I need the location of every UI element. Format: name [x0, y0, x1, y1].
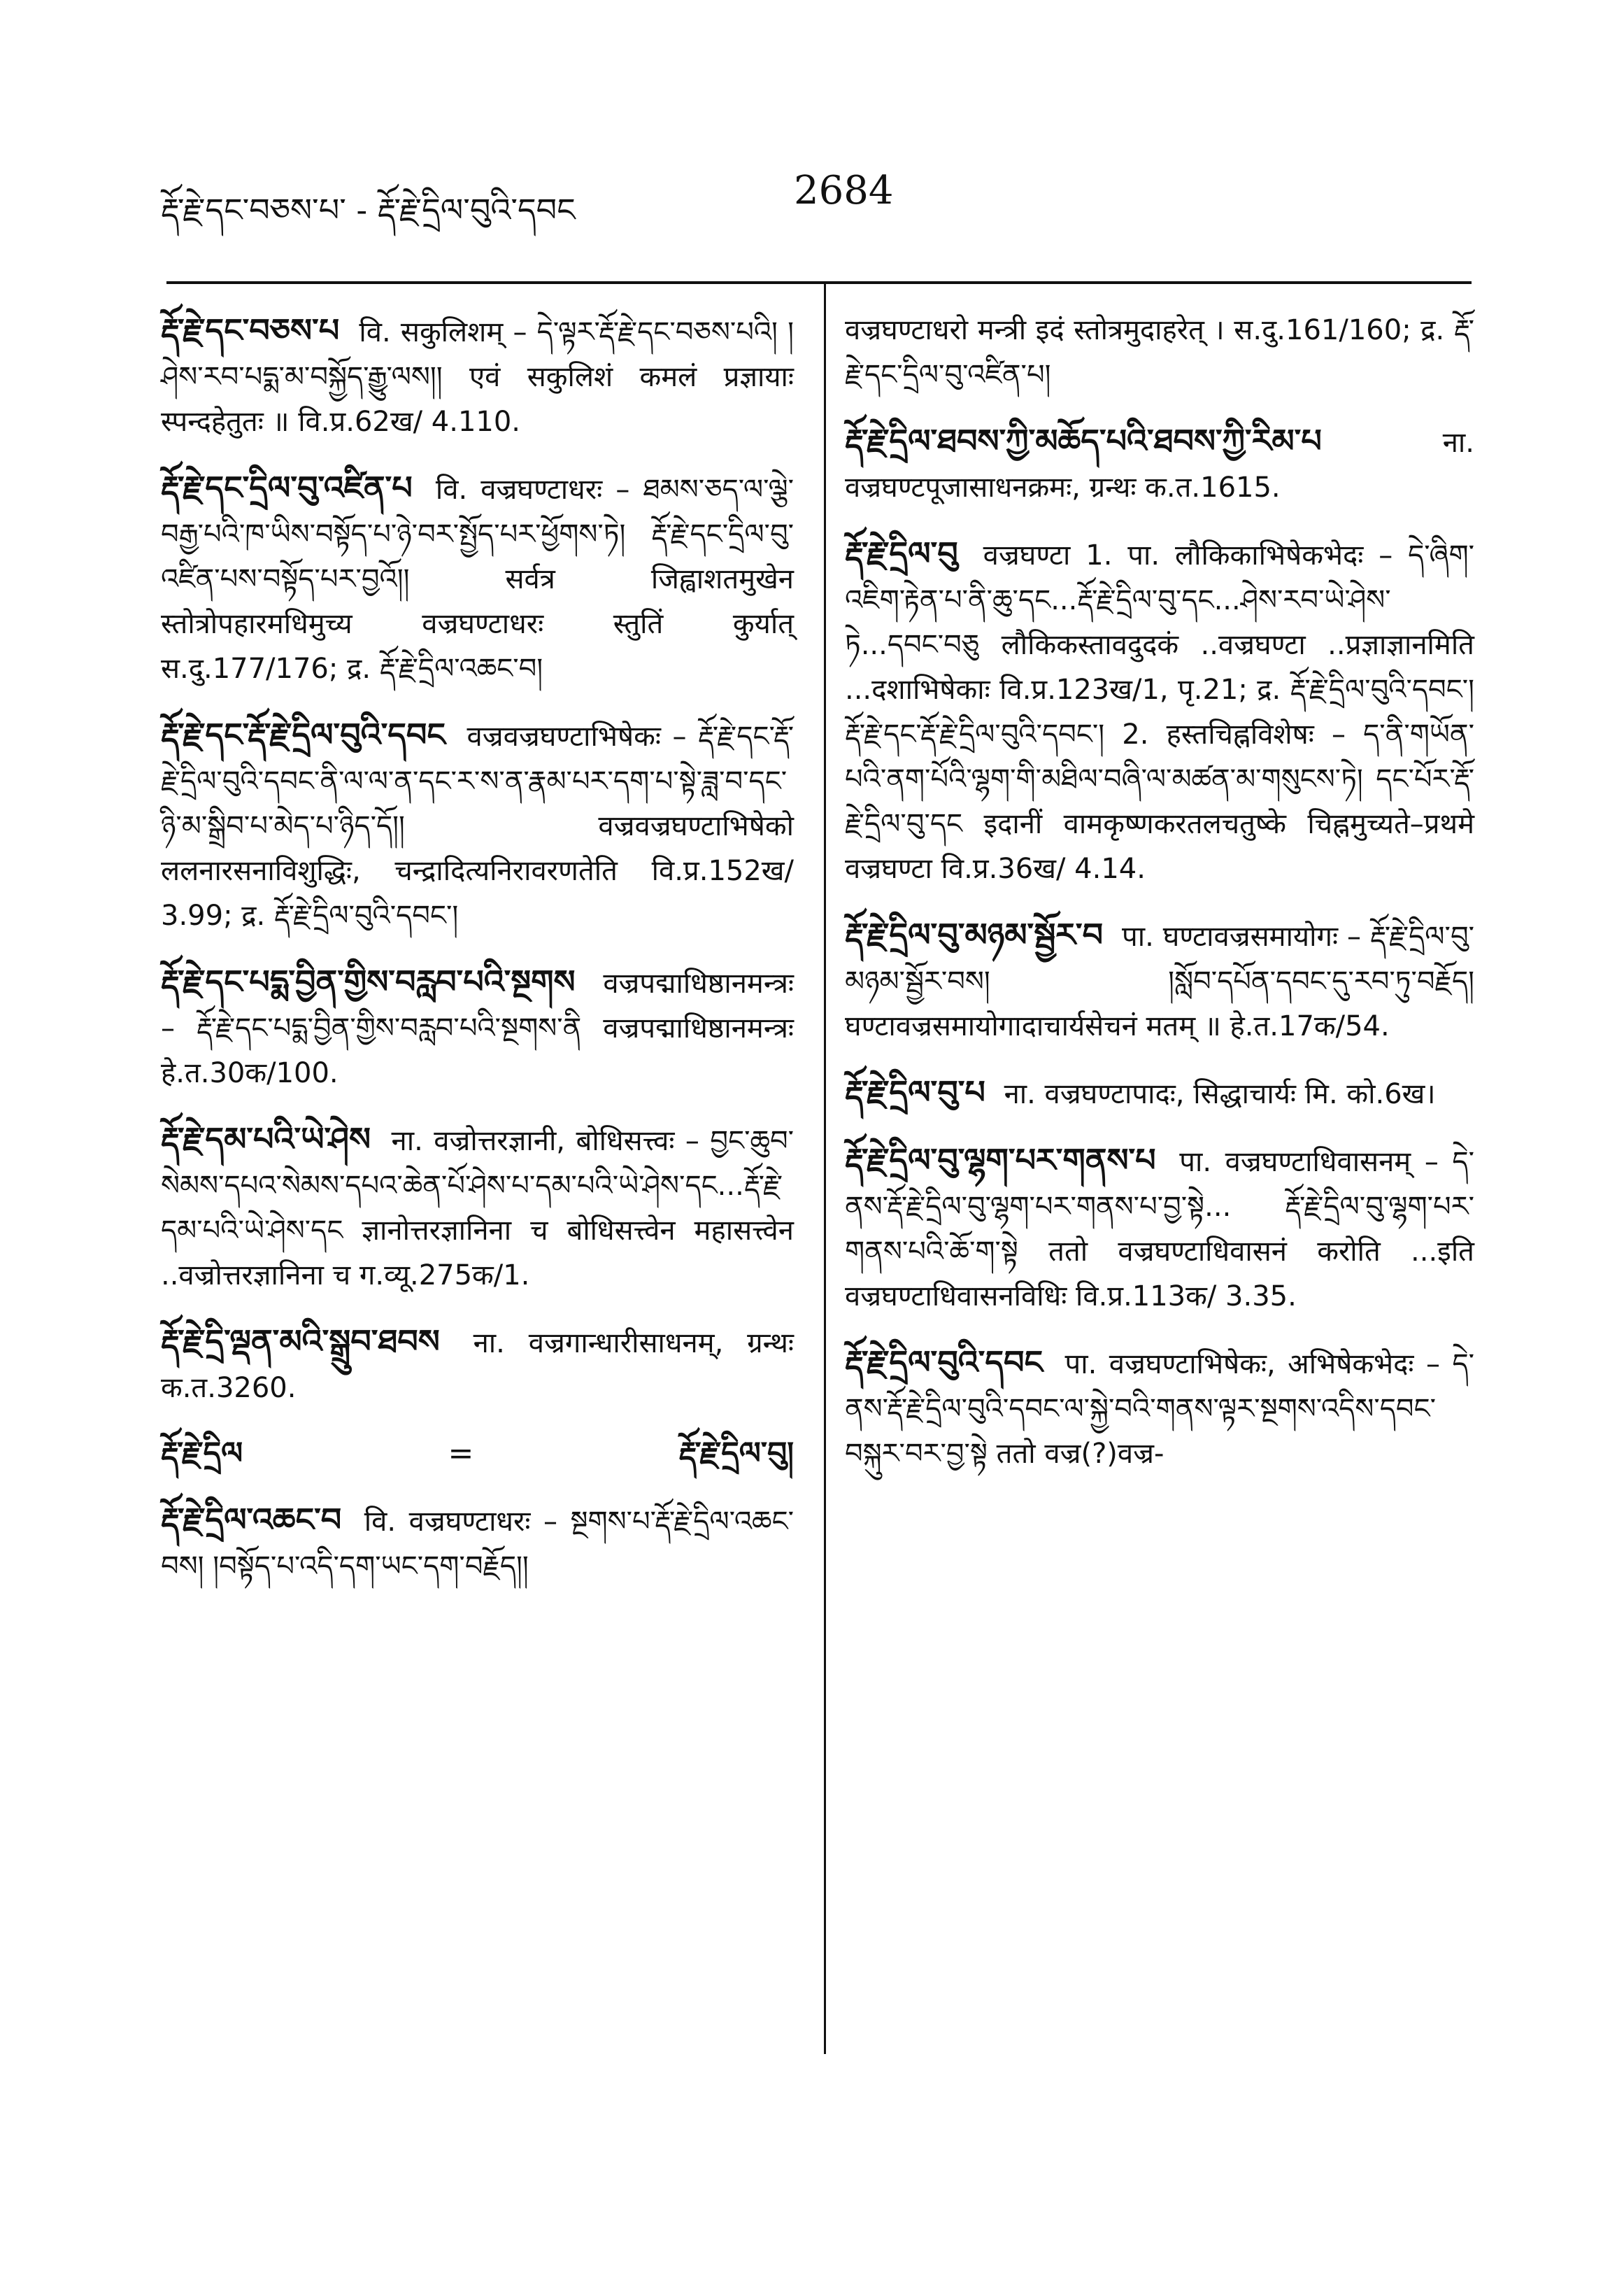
- entry: [161, 959, 794, 1096]
- entry-body: वज्रवज्रघण्टाभिषेकः – རྡོ་རྗེ་དང་རྡོ་རྗེ་དྲིལ་བུའི་དབང་ནི་ལ་ལ་ན་དང་ར་ས་ན་རྣམ་པར་དག་པ་སྟེ་ཟླ་བ་དང་ཉི་མ་སྒྲིབ་པ་མེད་པ་ཉིད་དོ།། वज्रवज्रघण्टाभिषेको ललनारसनाविशुद्धिः, चन्द्रादित्यनिरावरणतेति वि.प्र.152ख/ 3.99; द्र. རྡོ་རྗེ་དྲིལ་བུའི་དབང་།: [161, 721, 795, 932]
- left-column: [161, 308, 794, 1610]
- running-title: རྡོ་རྗེ་དང་བཅས་པ་ - རྡོ་རྗེ་དྲིལ་བུའི་དབང: [161, 191, 576, 229]
- entry-body: वज्रपद्माधिष्ठानमन्त्रः – རྡོ་རྗེ་དང་པདྨ་བྱིན་གྱིས་བརླབ་པའི་སྔགས་ནི वज्रपद्माधिष्ठानमन्त्रः हे.त.30क/100.: [161, 968, 794, 1089]
- entry-headword: རྡོ་རྗེ་དྲིལ་བུ་ལྷག་པར་གནས་པ: [845, 1141, 1156, 1179]
- entry-body: वि. वज्रघण्टाधरः – སྔགས་པ་རྡོ་རྗེ་དྲིལ་འཆང་བས། །བསྟོད་པ་འདི་དག་ཡང་དག་བརྗོད།།: [161, 1506, 795, 1583]
- entry-body: ना. वज्रोत्तरज्ञानी, बोधिसत्त्वः – བྱང་ཆུབ་སེམས་དཔའ་སེམས་དཔའ་ཆེན་པོ་ཤེས་པ་དམ་པའི་ཡེ་ཤེས་དང...རྡོ་རྗེ་དམ་པའི་ཡེ་ཤེས་དང ज्ञानोत्तरज्ञानिना च बोधिसत्त्वेन महासत्त्वेन ..वज्रोत्तरज्ञानिना च ग.व्यू.275क/1.: [161, 1125, 794, 1291]
- entry-body: वि. सकुलिशम् – དེ་ལྟར་རྡོ་རྗེ་དང་བཅས་པའི། །ཤེས་རབ་པདྨ་མ་བསྐྱོད་རྒྱུ་ལས།། एवं सकुलिशं कमलं प्रज्ञायाः स्पन्दहेतुतः ॥ वि.प्र.62ख/ 4.110.: [161, 316, 795, 438]
- entry-body: वि. वज्रघण्टाधरः – ཐམས་ཅད་ལ་ལྕེ་བརྒྱ་པའི་ཁ་ཡིས་བསྟོད་པ་ཉེ་བར་སྤྱོད་པར་ཕྱོགས་ཏེ། རྡོ་རྗེ་དང་དྲིལ་བུ་འཛིན་པས་བསྟོད་པར་བྱའོ།། सर्वत्र जिह्वाशतमुखेन स्तोत्रोपहारमधिमुच्य वज्रघण्टाधरः स्तुतिं कुर्यात् स.दु.177/176; द्र. རྡོ་རྗེ་དྲིལ་འཆང་བ།: [161, 474, 795, 685]
- entry-headword: རྡོ་རྗེ་དྲིལ་བུ: [845, 534, 958, 572]
- entry-headword: རྡོ་རྗེ་དང་རྡོ་རྗེ་དྲིལ་བུའི་དབང: [161, 716, 446, 753]
- entry: [161, 1497, 794, 1589]
- column-divider: [824, 284, 826, 2054]
- entry-body: पा. वज्रघण्टाधिवासनम् – དེ་ནས་རྡོ་རྗེ་དྲིལ་བུ་ལྷག་པར་གནས་པ་བྱ་སྟེ... རྡོ་རྗེ་དྲིལ་བུ་ལྷག་པར་གནས་པའི་ཆོ་ག་སྟེ ततो वज्रघण्टाधिवासनं करोति ...इति वज्रघण्टाधिवासनविधिः वि.प्र.113क/ 3.35.: [845, 1146, 1474, 1312]
- entry: [161, 712, 794, 938]
- page-number: 2684: [794, 168, 894, 213]
- entry-headword: རྡོ་རྗེ་དམ་པའི་ཡེ་ཤེས: [161, 1120, 371, 1158]
- entry-body: पा. वज्रघण्टाभिषेकः, अभिषेकभेदः – དེ་ནས་རྡོ་རྗེ་དྲིལ་བུའི་དབང་ལ་སྐྱེ་བའི་གནས་ལྟར་སྔགས་འདིས་དབང་བསྐུར་བར་བྱ་སྟེ ततो वज्र(?)वज्र-: [845, 1348, 1474, 1470]
- entry-body: वज्रघण्टा 1. पा. लौकिकाभिषेकभेदः – དེ་ཞིག་འཇིག་རྟེན་པ་ནི་ཆུ་དང...རྡོ་རྗེ་དྲིལ་བུ་དང...ཤེས་རབ་ཡེ་ཤེས་ཏེ...དབང་བཅུ लौकिकस्तावदुदकं ..वज्रघण्टा ..प्रज्ञाज्ञानमिति ...दशाभिषेकाः वि.प्र.123ख/1, पृ.21; द्र. རྡོ་རྗེ་དྲིལ་བུའི་དབང་། རྡོ་རྗེ་དང་རྡོ་རྗེ་དྲིལ་བུའི་དབང་། 2. हस्तचिह्नविशेषः – ད་ནི་གཡོན་པའི་ནག་པོའི་ལྷག་གི་མཐིལ་བཞི་ལ་མཚན་མ་གསུངས་ཏེ། དང་པོར་རྡོ་རྗེ་དྲིལ་བུ་དང इदानीं वामकृष्णकरतलचतुष्के चिह्नमुच्यते–प्रथमे वज्रघण्टा वि.प्र.36ख/ 4.14.: [845, 539, 1474, 885]
- entry-headword: རྡོ་རྗེ་དྲིལ་ཐབས་ཀྱི་མཆོད་པའི་ཐབས་ཀྱི་རིམ་པ: [845, 422, 1322, 460]
- entry-headword: རྡོ་རྗེ་དྲིལ་བུ་མཉམ་སྦྱོར་བ: [845, 916, 1104, 954]
- entry: [845, 912, 1474, 1049]
- entry-body: ना. वज्रघण्टपूजासाधनक्रमः, ग्रन्थः क.त.1615.: [845, 427, 1474, 504]
- entry-headword: རྡོ་རྗེ་དྲིལ་བུའི་དབང: [845, 1343, 1043, 1381]
- entry: [161, 308, 794, 444]
- xref-from: རྡོ་རྗེ་དྲིལ: [161, 1436, 243, 1471]
- right-column: [845, 308, 1474, 1497]
- entry-headword: རྡོ་རྗེ་དང་དྲིལ་བུ་འཛིན་པ: [161, 469, 413, 507]
- entry-body: ना. वज्रगान्धारीसाधनम्, ग्रन्थः क.त.3260.: [161, 1327, 794, 1404]
- entry-headword: རྡོ་རྗེ་དྲིལ་བུ་པ: [845, 1073, 985, 1111]
- entry-headword: རྡོ་རྗེ་དྲི་ལྡན་མའི་སྒྲུབ་ཐབས: [161, 1322, 440, 1360]
- entry-body: ना. वज्रघण्टापादः, सिद्धाचार्यः मि. को.6ख।: [1004, 1078, 1436, 1110]
- entry-headword: རྡོ་རྗེ་དྲིལ་འཆང་བ: [161, 1501, 342, 1538]
- entry: [845, 418, 1474, 510]
- entry-continuation: [845, 308, 1474, 397]
- cross-reference: [161, 1431, 794, 1476]
- entry-headword: རྡོ་རྗེ་དང་པདྨ་བྱིན་གྱིས་བརླབ་པའི་སྔགས: [161, 963, 576, 1000]
- xref-equals: =: [448, 1436, 474, 1471]
- entry: [845, 1340, 1474, 1476]
- entry-body: वज्रघण्टाधरो मन्त्री इदं स्तोत्रमुदाहरेत् । स.दु.161/160; द्र. རྡོ་རྗེ་དང་དྲིལ་བུ་འཛིན་པ།: [845, 314, 1474, 391]
- entry: [161, 465, 794, 691]
- entry-body: पा. घण्टावज्रसमायोगः – རྡོ་རྗེ་དྲིལ་བུ་མཉམ་སྦྱོར་བས། །སློབ་དཔོན་དབང་དུ་རབ་ཏུ་བརྗོད། घण्टावज्रसमायोगादाचार्यसेचनं मतम् ॥ हे.त.17क/54.: [845, 921, 1474, 1042]
- xref-to: རྡོ་རྗེ་དྲིལ་བུ།: [678, 1436, 794, 1471]
- entry: [845, 1070, 1474, 1117]
- header-rule: [166, 281, 1472, 284]
- entry: [161, 1319, 794, 1410]
- entry: [845, 1138, 1474, 1319]
- entry: [845, 531, 1474, 891]
- entry-headword: རྡོ་རྗེ་དང་བཅས་པ: [161, 311, 340, 349]
- entry: [161, 1117, 794, 1298]
- page-header: [161, 168, 1455, 245]
